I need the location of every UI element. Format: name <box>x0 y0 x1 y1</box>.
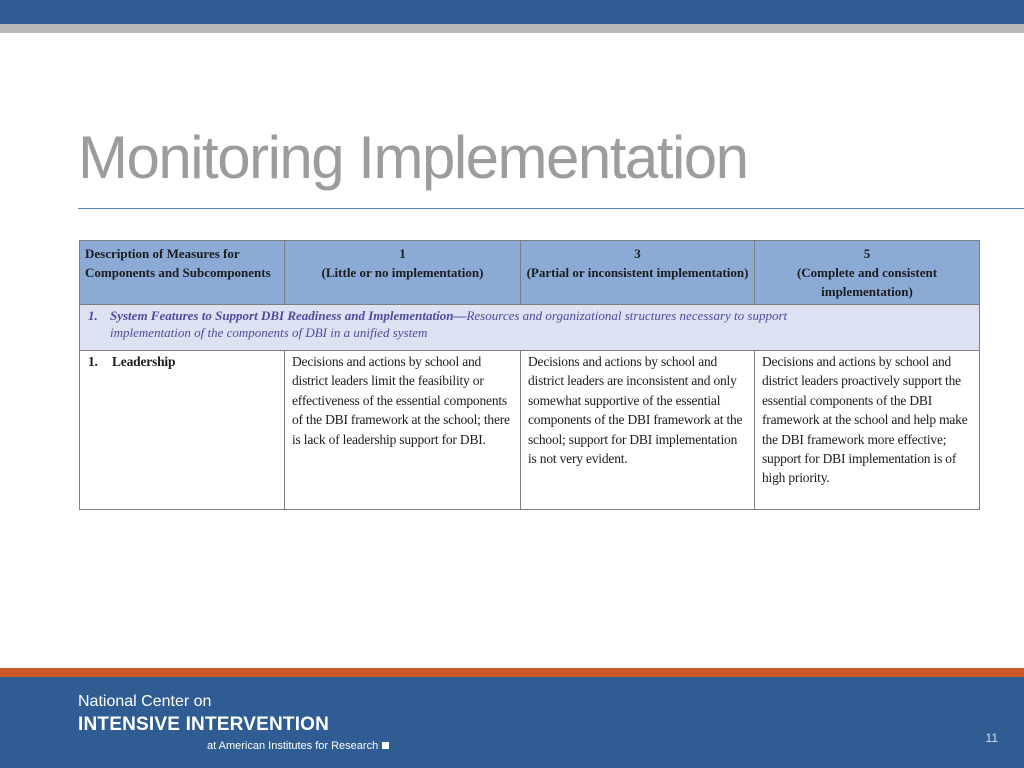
section-row <box>80 305 980 351</box>
table-row <box>80 351 980 510</box>
header-level-3 <box>521 241 755 305</box>
top-bar <box>0 0 1024 24</box>
footer-accent-bar <box>0 668 1024 677</box>
header-level-5-number: 5 <box>863 246 871 261</box>
section-title: System Features to Support DBI Readiness and Implementation— <box>110 308 467 323</box>
header-level-5 <box>755 241 980 305</box>
slide-title: Monitoring Implementation <box>78 124 748 191</box>
section-description: Resources and organizational structures necessary to support <box>466 308 788 323</box>
item-number: 1. <box>88 354 98 369</box>
page-number: 11 <box>985 731 998 745</box>
item-level-1-cell: Decisions and actions by school and district leaders limit the feasibility or effectiveness of the essential components of the DBI framework at the school; there is lack of leadership support for DBI. <box>285 351 521 510</box>
item-level-5-cell: Decisions and actions by school and district leaders proactively support the essential components of the DBI framework at the school and help make the DBI framework more effective; support for DBI implementation is of high priority. <box>755 351 980 510</box>
table-header-row <box>80 241 980 305</box>
header-level-1-number: 1 <box>399 246 406 261</box>
org-name-line-1: National Center on <box>78 693 212 710</box>
item-name-cell <box>80 351 285 510</box>
item-level-3-cell: Decisions and actions by school and district leaders are inconsistent and only somewhat supportive of the essential components of the DBI framework at the school; support for DBI implementation is not very evident. <box>521 351 755 510</box>
header-description: Description of Measures for Components and Subcomponents <box>80 241 285 305</box>
section-cell <box>80 305 980 351</box>
org-affiliation-text: at American Institutes for Research <box>207 740 379 752</box>
header-level-3-number: 3 <box>634 246 641 261</box>
section-number: 1. <box>88 308 98 323</box>
section-description-continued: implementation of the components of DBI in a unified system <box>110 325 428 340</box>
org-affiliation <box>207 740 389 752</box>
title-divider <box>78 208 1024 209</box>
header-level-5-label: (Complete and consistent implementation) <box>796 265 938 299</box>
header-level-1 <box>285 241 521 305</box>
item-name: Leadership <box>112 354 176 369</box>
header-level-3-label: (Partial or inconsistent implementation) <box>526 265 749 280</box>
top-stripe <box>0 24 1024 33</box>
implementation-table <box>79 240 980 510</box>
header-level-1-label: (Little or no implementation) <box>321 265 484 280</box>
square-logo-icon <box>382 742 389 749</box>
org-name-line-2: INTENSIVE INTERVENTION <box>78 714 330 735</box>
